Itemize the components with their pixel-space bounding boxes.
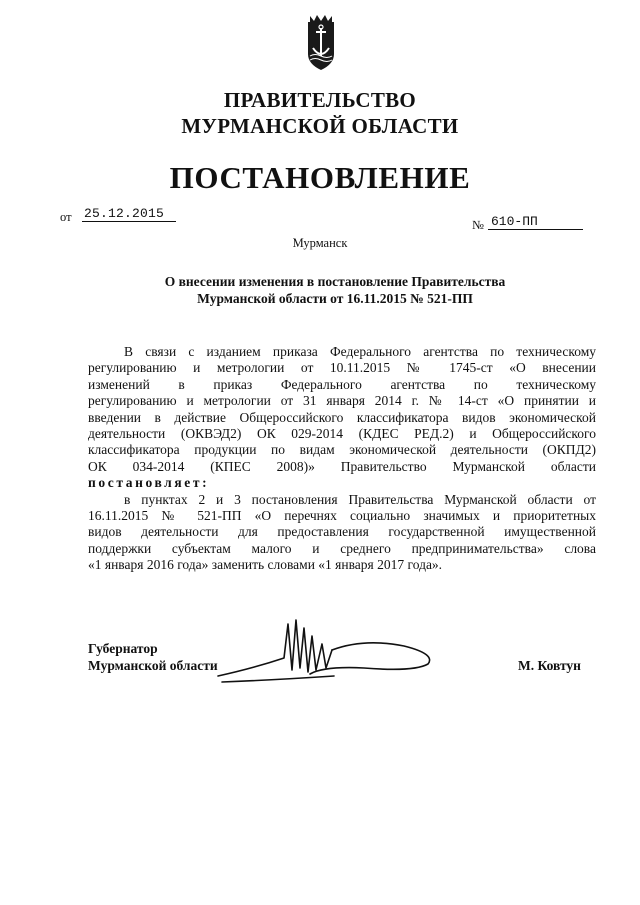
signatory-position-line1: Губернатор xyxy=(88,641,158,656)
body-line: В связи с изданием приказа Федерального агентства по техническому xyxy=(124,344,596,359)
body-line: классификатора продукции по видам экономической деятельности (ОКПД2) xyxy=(88,442,596,458)
document-body xyxy=(88,344,596,574)
document-number: 610-ПП xyxy=(488,214,583,230)
coat-of-arms-icon xyxy=(296,12,346,72)
body-line: в пунктах 2 и 3 постановления Правительства Мурманской области от xyxy=(124,491,596,507)
body-line: 16.11.2015 № 521-ПП «О перечнях социально значимых и приоритетных xyxy=(88,508,596,524)
document-title-line1: О внесении изменения в постановление Правительства xyxy=(164,274,506,289)
body-line: видов деятельности для предоставления государственной имущественной xyxy=(88,524,596,540)
body-line: изменений в приказ Федерального агентства по техническому xyxy=(88,376,596,392)
document-title-line2: Мурманской области от 16.11.2015 № 521-ПП xyxy=(197,291,473,306)
city-name: Мурманск xyxy=(292,236,348,250)
decree-word: постановляет: xyxy=(88,475,210,491)
number-prefix: № xyxy=(472,218,484,232)
signatory-position-line2: Мурманской области xyxy=(88,658,218,673)
body-line: «1 января 2016 года» заменить словами «1 января 2017 года». xyxy=(88,557,443,573)
body-line: введении в действие Общероссийского классификатора видов экономической xyxy=(88,409,596,425)
body-line: поддержки субъектам малого и среднего предпринимательства» слова xyxy=(88,540,596,556)
body-line: деятельности (ОКВЭД2) ОК 029-2014 (КДЕС РЕД.2) и Общероссийского xyxy=(88,426,596,442)
document-date: 25.12.2015 xyxy=(82,206,176,222)
org-name-line1: ПРАВИТЕЛЬСТВО xyxy=(223,88,417,112)
body-line: ОК 034-2014 (КПЕС 2008)» Правительство Мурманской области xyxy=(88,458,596,474)
body-line: регулированию и метрологии от 31 января 2014 г. № 14-ст «О принятии и xyxy=(88,393,596,409)
document-type: ПОСТАНОВЛЕНИЕ xyxy=(169,160,471,195)
handwritten-signature-icon xyxy=(214,610,444,690)
date-prefix: от xyxy=(60,210,72,224)
signatory-name: М. Ковтун xyxy=(518,658,581,673)
org-name-line2: МУРМАНСКОЙ ОБЛАСТИ xyxy=(181,114,459,138)
body-line: регулированию и метрологии от 10.11.2015 № 1745-ст «О внесении xyxy=(88,360,596,376)
